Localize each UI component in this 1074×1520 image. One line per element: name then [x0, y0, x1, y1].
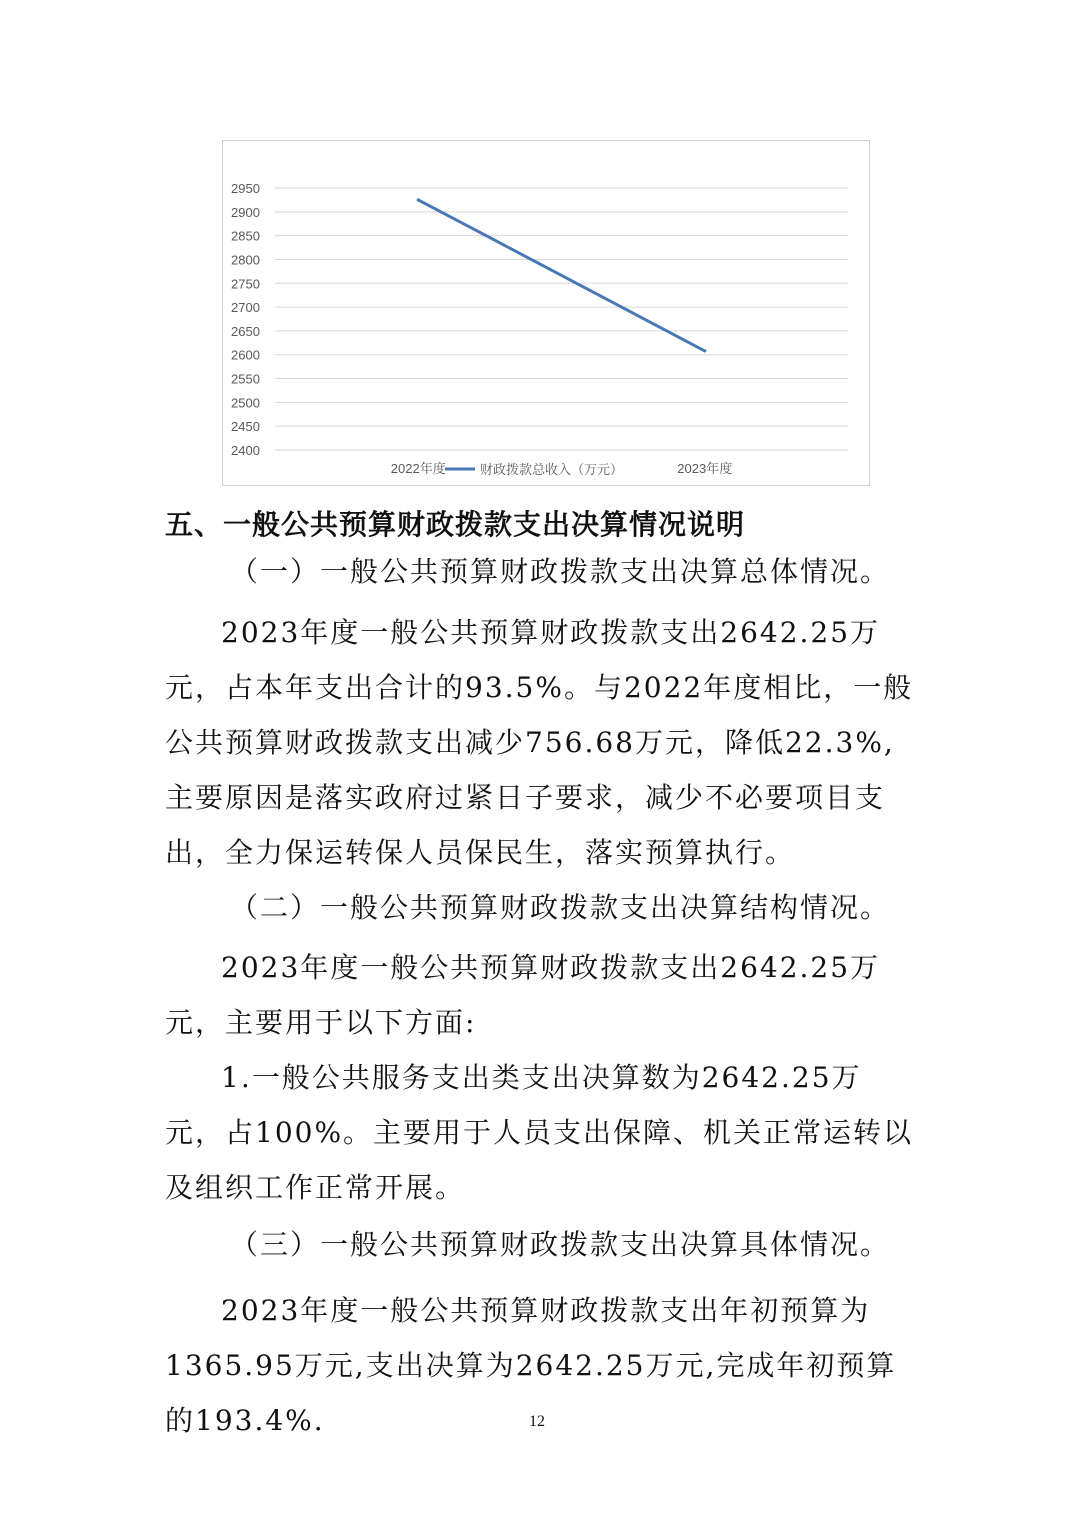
data-point: [703, 349, 706, 352]
paragraph-structure: 2023年度一般公共预算财政拨款支出2642.25万元，主要用于以下方面:: [165, 951, 881, 1039]
paragraph-details: 2023年度一般公共预算财政拨款支出年初预算为1365.95万元,支出决算为2642.25万元,完成年初预算的193.4%.: [165, 1294, 897, 1437]
y-tick-label: 2800: [231, 252, 260, 268]
y-tick-label: 2500: [231, 395, 260, 411]
y-tick-label: 2600: [231, 347, 260, 363]
y-tick-label: 2650: [231, 323, 260, 339]
chart-svg: [223, 141, 871, 487]
subheading-structure: （二）一般公共预算财政拨款支出决算结构情况。: [230, 891, 891, 924]
page-number: 12: [529, 1413, 545, 1430]
x-tick-label: 2023年度: [677, 461, 733, 476]
y-tick-label: 2550: [231, 371, 260, 387]
y-tick-label: 2850: [231, 228, 260, 244]
y-tick-label: 2900: [231, 204, 260, 220]
paragraph-overall: 2023年度一般公共预算财政拨款支出2642.25万元，占本年支出合计的93.5%。与2022年度相比，一般公共预算财政拨款支出减少756.68万元，降低22.3%,主要原因是落实政府过紧日子要求，减少不必要项目支出，全力保运转保人员保民生，落实预算执行。: [165, 616, 914, 869]
subheading-details: （三）一般公共预算财政拨款支出决算具体情况。: [230, 1228, 891, 1261]
legend-label: 财政拨款总收入（万元）: [480, 463, 624, 478]
paragraph-general-services: 1.一般公共服务支出类支出决算数为2642.25万元，占100%。主要用于人员支出保障、机关正常运转以及组织工作正常开展。: [165, 1061, 914, 1204]
y-tick-label: 2750: [231, 276, 260, 292]
data-point: [417, 198, 420, 201]
y-tick-label: 2400: [231, 443, 260, 458]
y-tick-label: 2450: [231, 419, 260, 435]
series-line: [418, 200, 705, 351]
x-tick-label: 2022年度: [390, 461, 446, 476]
y-tick-label: 2950: [231, 181, 260, 196]
y-tick-label: 2700: [231, 300, 260, 316]
line-chart: [222, 140, 870, 486]
subheading-overall: （一）一般公共预算财政拨款支出决算总体情况。: [230, 555, 891, 588]
section-heading: 五、一般公共预算财政拨款支出决算情况说明: [165, 508, 746, 541]
